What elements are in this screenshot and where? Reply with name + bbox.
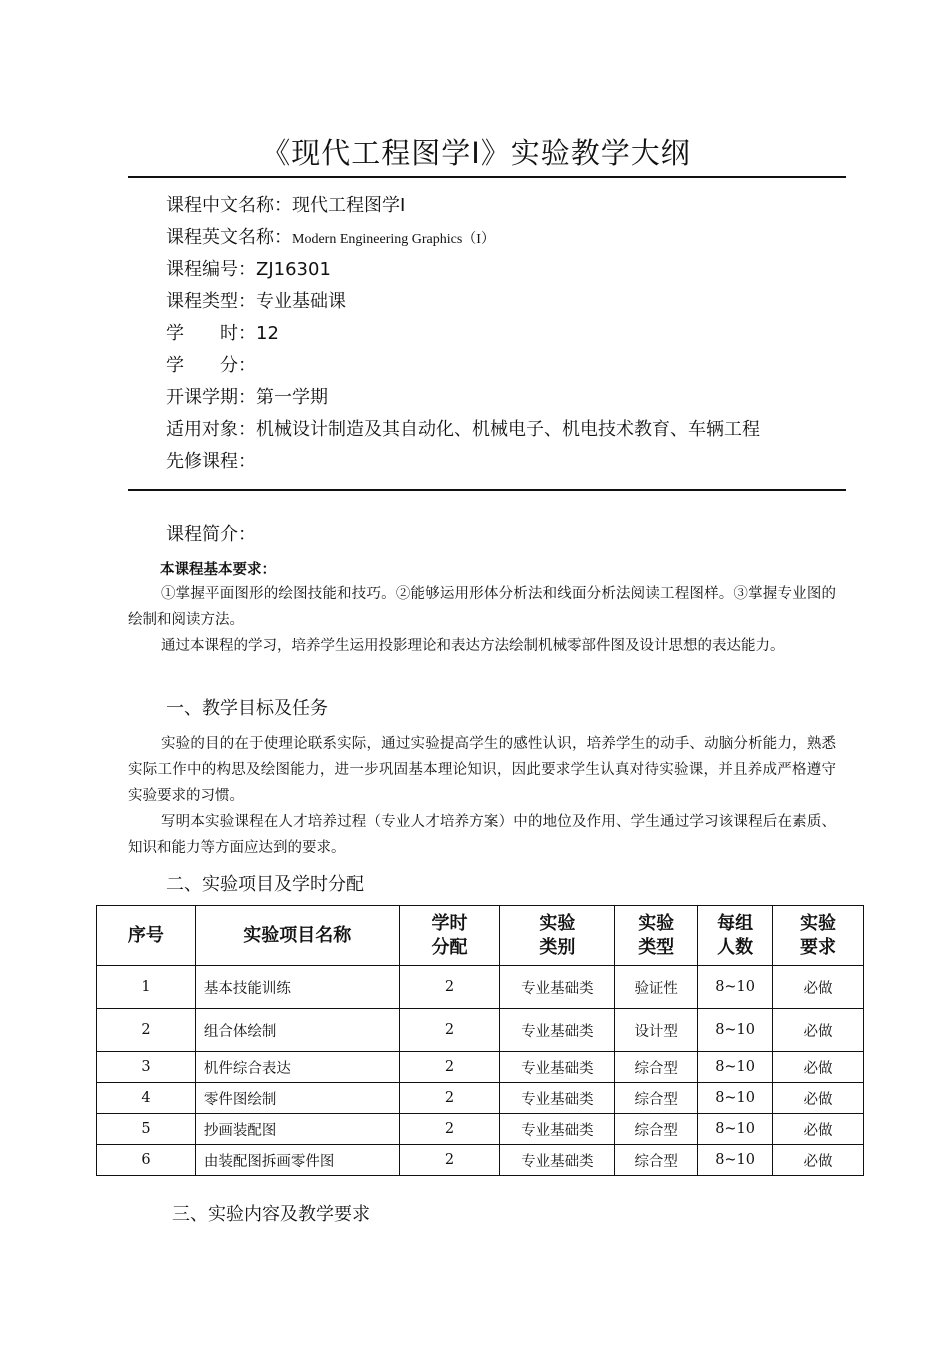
header-cell: 实验 类型: [615, 906, 698, 966]
info-label: 学 分：: [166, 355, 256, 376]
cell-group-size: 8~10: [698, 1083, 773, 1114]
info-value: 机械设计制造及其自动化、机械电子、机电技术教育、车辆工程: [256, 419, 760, 440]
info-value: 专业基础课: [256, 291, 346, 312]
cell-category: 专业基础类: [500, 1009, 615, 1052]
cell-type: 综合型: [615, 1083, 698, 1114]
info-value: 12: [256, 323, 279, 344]
header-cell: 每组 人数: [698, 906, 773, 966]
cell-type: 设计型: [615, 1009, 698, 1052]
cell-index: 3: [97, 1052, 196, 1083]
cell-hours: 2: [399, 1145, 500, 1176]
header-cell: 序号: [97, 906, 196, 966]
cell-requirement: 必做: [773, 1145, 864, 1176]
cell-index: 5: [97, 1114, 196, 1145]
cell-category: 专业基础类: [500, 1052, 615, 1083]
cell-type: 综合型: [615, 1145, 698, 1176]
info-value: Modern Engineering Graphics（I）: [292, 232, 495, 247]
section1-paragraph: 写明本实验课程在人才培养过程（专业人才培养方案）中的地位及作用、学生通过学习该课程后在素质、知识和能力等方面应达到的要求。: [128, 814, 836, 856]
cell-hours: 2: [399, 1114, 500, 1145]
info-value: ZJ16301: [256, 259, 331, 280]
table-row: [97, 1009, 864, 1052]
intro-paragraph: 通过本课程的学习，培养学生运用投影理论和表达方法绘制机械零部件图及设计思想的表达能力。: [161, 638, 785, 654]
page-title: 《现代工程图学Ⅰ》实验教学大纲: [261, 136, 691, 171]
cell-hours: 2: [399, 966, 500, 1009]
section1-heading: 一、教学目标及任务: [166, 698, 328, 719]
table-row: [97, 1083, 864, 1114]
intro-heading: 课程简介：: [166, 524, 256, 545]
cell-project-name: 抄画装配图: [195, 1114, 399, 1145]
table-row: [97, 1145, 864, 1176]
cell-index: 1: [97, 966, 196, 1009]
cell-group-size: 8~10: [698, 1145, 773, 1176]
cell-index: 6: [97, 1145, 196, 1176]
bottom-divider: [128, 489, 846, 491]
intro-paragraph: ①掌握平面图形的绘图技能和技巧。②能够运用形体分析法和线面分析法阅读工程图样。③掌握专业图的绘制和阅读方法。: [128, 586, 836, 628]
info-row-audience: [166, 414, 760, 446]
info-label: 课程英文名称：: [166, 227, 292, 248]
cell-index: 2: [97, 1009, 196, 1052]
info-value: 第一学期: [256, 387, 328, 408]
info-label: 课程编号：: [166, 259, 256, 280]
cell-project-name: 组合体绘制: [195, 1009, 399, 1052]
table-header-row: [97, 906, 864, 966]
cell-project-name: 基本技能训练: [195, 966, 399, 1009]
info-row-course-code: [166, 254, 760, 286]
section1-paragraph: 实验的目的在于使理论联系实际，通过实验提高学生的感性认识，培养学生的动手、动脑分析能力，熟悉实际工作中的构思及绘图能力，进一步巩固基本理论知识，因此要求学生认真对待实验课，并且养成严格遵守实验要求的习惯。: [128, 736, 836, 804]
cell-requirement: 必做: [773, 1114, 864, 1145]
cell-project-name: 由装配图拆画零件图: [195, 1145, 399, 1176]
cell-project-name: 零件图绘制: [195, 1083, 399, 1114]
section2-heading: 二、实验项目及学时分配: [166, 874, 364, 895]
cell-category: 专业基础类: [500, 1145, 615, 1176]
info-row-prerequisites: [166, 446, 760, 478]
cell-hours: 2: [399, 1083, 500, 1114]
header-cell: 实验 类别: [500, 906, 615, 966]
info-label: 开课学期：: [166, 387, 256, 408]
info-label: 适用对象：: [166, 419, 256, 440]
cell-type: 综合型: [615, 1052, 698, 1083]
info-label: 先修课程：: [166, 451, 256, 472]
info-row-hours: [166, 318, 760, 350]
cell-index: 4: [97, 1083, 196, 1114]
header-cell: 学时 分配: [399, 906, 500, 966]
cell-category: 专业基础类: [500, 966, 615, 1009]
info-row-course-type: [166, 286, 760, 318]
header-cell: 实验项目名称: [195, 906, 399, 966]
cell-requirement: 必做: [773, 1052, 864, 1083]
info-row-english-name: [166, 222, 760, 254]
cell-group-size: 8~10: [698, 1052, 773, 1083]
info-row-semester: [166, 382, 760, 414]
experiment-table: [96, 905, 864, 1176]
cell-group-size: 8~10: [698, 966, 773, 1009]
cell-category: 专业基础类: [500, 1114, 615, 1145]
cell-type: 综合型: [615, 1114, 698, 1145]
cell-type: 验证性: [615, 966, 698, 1009]
info-value: 现代工程图学Ⅰ: [292, 195, 406, 216]
cell-group-size: 8~10: [698, 1114, 773, 1145]
cell-requirement: 必做: [773, 1083, 864, 1114]
cell-hours: 2: [399, 1052, 500, 1083]
requirement-heading: 本课程基本要求：: [160, 561, 276, 578]
info-row-credits: [166, 350, 760, 382]
header-cell: 实验 要求: [773, 906, 864, 966]
table-row: [97, 1052, 864, 1083]
course-info: [166, 190, 760, 478]
table-row: [97, 966, 864, 1009]
cell-hours: 2: [399, 1009, 500, 1052]
cell-requirement: 必做: [773, 1009, 864, 1052]
info-label: 课程类型：: [166, 291, 256, 312]
info-row-chinese-name: [166, 190, 760, 222]
section1-body: [128, 731, 836, 861]
cell-requirement: 必做: [773, 966, 864, 1009]
intro-body: [128, 581, 836, 659]
cell-project-name: 机件综合表达: [195, 1052, 399, 1083]
cell-category: 专业基础类: [500, 1083, 615, 1114]
info-label: 课程中文名称：: [166, 195, 292, 216]
cell-group-size: 8~10: [698, 1009, 773, 1052]
info-label: 学 时：: [166, 323, 256, 344]
top-divider: [128, 176, 846, 178]
section3-heading: 三、实验内容及教学要求: [172, 1204, 370, 1225]
table-row: [97, 1114, 864, 1145]
